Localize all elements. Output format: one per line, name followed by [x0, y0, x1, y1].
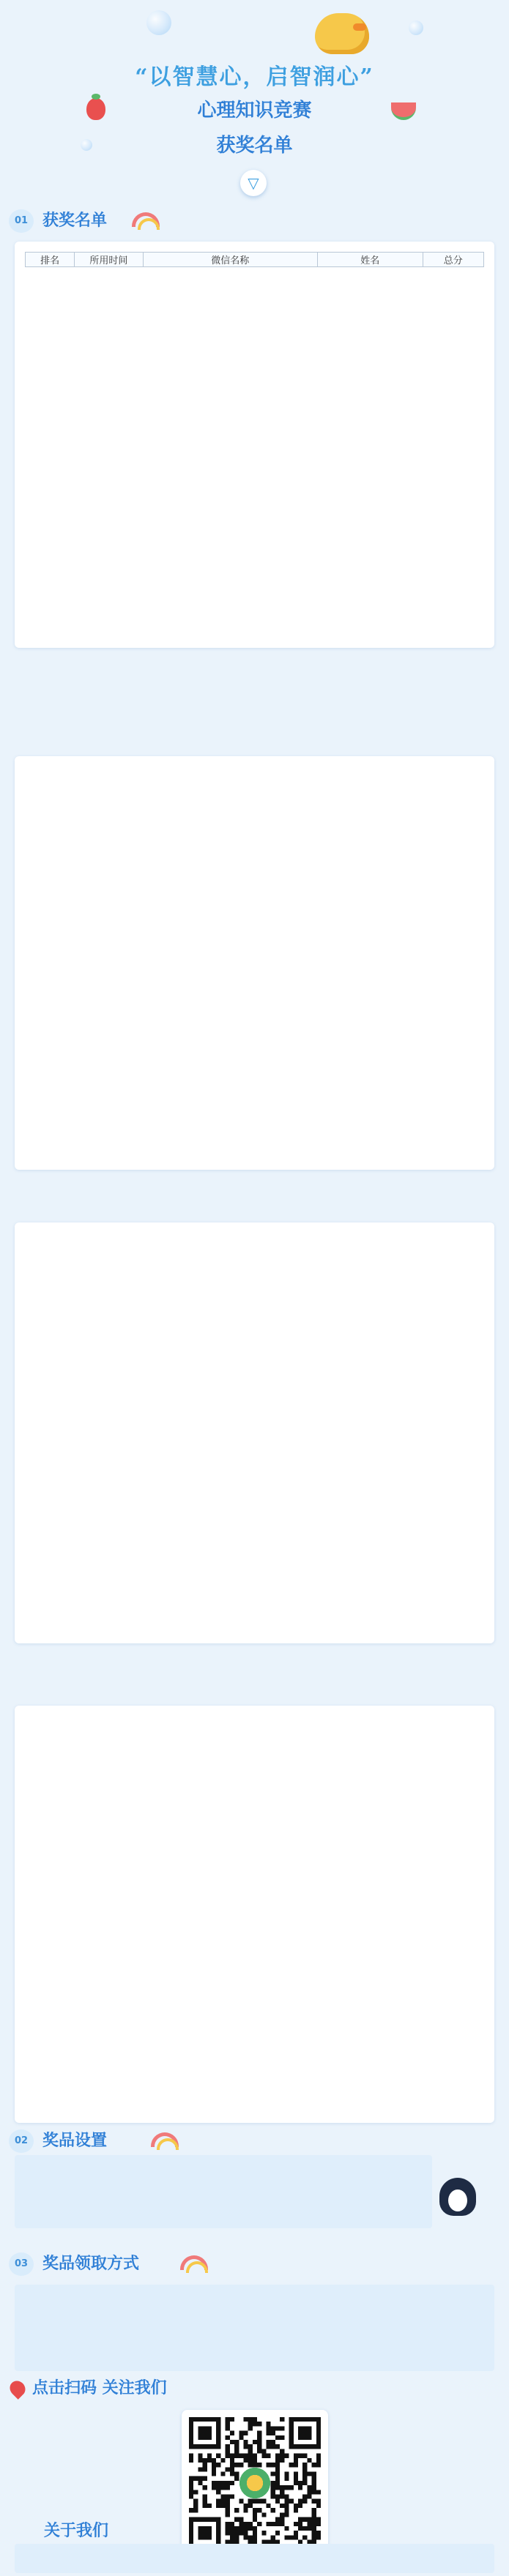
section-header-ranking — [0, 206, 509, 236]
prize-panel — [15, 2155, 432, 2228]
table-header-row — [26, 253, 484, 267]
section-title: 奖品设置 — [42, 2132, 108, 2150]
claim-panel — [15, 2285, 494, 2371]
rubber-duck-icon — [315, 13, 369, 54]
qr-code-frame[interactable] — [182, 2410, 328, 2556]
about-title: 关于我们 — [44, 2522, 109, 2540]
section-number: 02 — [9, 2129, 34, 2153]
section-header-claim — [0, 2250, 509, 2279]
about-panel — [15, 2544, 494, 2573]
penguin-icon — [439, 2178, 476, 2216]
ranking-card — [15, 1222, 494, 1643]
header-name: 姓名 — [318, 253, 423, 267]
header-score: 总分 — [423, 253, 483, 267]
ranking-card — [15, 242, 494, 648]
winners-table — [25, 252, 484, 267]
section-number: 01 — [9, 209, 34, 233]
section-title: 奖品领取方式 — [42, 2255, 140, 2273]
header-nickname: 微信名称 — [143, 253, 318, 267]
hero-banner — [0, 0, 509, 205]
rainbow-icon — [132, 212, 160, 227]
pin-icon — [7, 2378, 29, 2400]
header-rank: 排名 — [26, 253, 75, 267]
section-number: 03 — [9, 2252, 34, 2276]
header-time: 所用时间 — [75, 253, 143, 267]
ranking-card — [15, 1706, 494, 2123]
slogan: “以智慧心，启智润心” — [135, 64, 374, 90]
title-line-2: 获奖名单 — [216, 135, 293, 157]
scroll-down-icon[interactable]: ▽ — [240, 170, 267, 196]
section-header-prizes — [0, 2127, 509, 2156]
ranking-card — [15, 756, 494, 1170]
bubble-decoration — [146, 10, 171, 35]
section-title: 获奖名单 — [42, 212, 108, 230]
title-line-1: 心理知识竞赛 — [197, 100, 312, 122]
qr-code[interactable] — [189, 2417, 321, 2549]
bubble-decoration — [409, 20, 423, 35]
rainbow-icon — [151, 2132, 179, 2147]
rainbow-icon — [180, 2255, 208, 2270]
scan-title: 点击扫码 关注我们 — [32, 2379, 167, 2397]
